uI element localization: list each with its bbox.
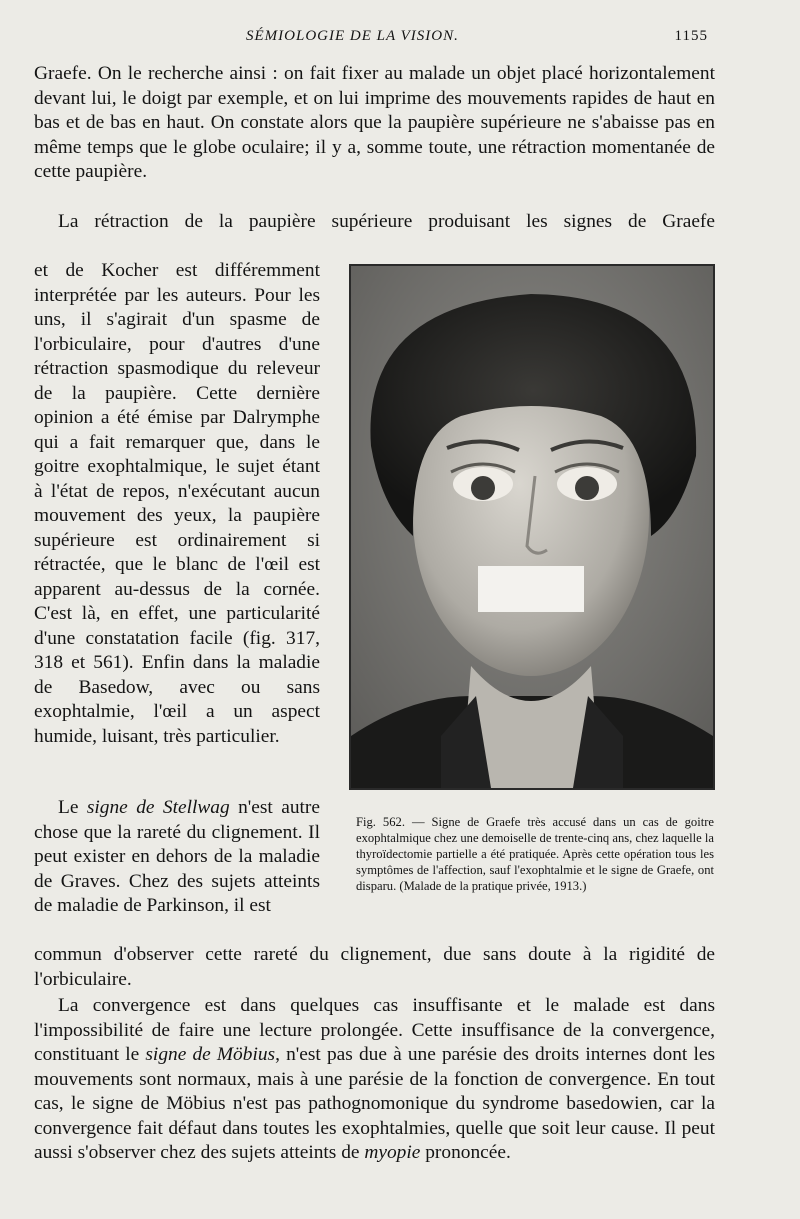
paragraph-mobius [34, 994, 715, 1166]
mobius-term: signe de Möbius [145, 1044, 276, 1065]
mobius-text-c: prononcée. [425, 1142, 511, 1163]
paragraph-stellwag [34, 796, 320, 919]
stellwag-lead: Le [58, 797, 79, 818]
mobius-text-b: , n'est pas due à une parésie des droits internes dont les mouvements sont normaux, mais à une parésie de la fonction de convergence. En tout cas, le signe de Möbius n'est pas pathognomonique du syndrome basedowien, car la convergence fait défaut dans toutes les exophtalmies, quelle que soit leur cause. Il peut aussi s'observer chez des sujets atteints de [34, 1044, 716, 1163]
stellwag-term: signe de Stellwag [86, 797, 230, 818]
paragraph-stellwag-continued: commun d'observer cette rareté du clignement, due sans doute à la rigidité de l'orbiculaire. [34, 944, 715, 990]
page-number: 1155 [674, 28, 708, 44]
figure-caption [356, 814, 714, 894]
patient-photograph [349, 264, 715, 790]
mobius-text-a: La convergence est dans quelques cas insuffisante et le malade est dans l'impossibilité de faire une lecture prolongée. Cette insuffisance de la convergence, constituant le [34, 995, 715, 1065]
paragraph-graefe-method: Graefe. On le recherche ainsi : on fait fixer au malade un objet placé horizontalement devant lui, le doigt par exemple, et on lui imprime des mouvements rapides de haut en bas et de bas en haut. On constate alors que la paupière supérieure ne s'abaisse pas en même temps que le globe oculaire; il y a, somme toute, une rétraction momentanée de cette paupière. [34, 63, 715, 182]
figure-caption-text: Fig. 562. — Signe de Graefe très accusé dans un cas de goitre exophtalmique chez une demoiselle de trente-cinq ans, chez laquelle la thyroïdectomie partielle a été pratiquée. Après cette opération tous les symptômes de l'affection, sauf l'exophtalmie et le signe de Graefe, ont disparu. (Malade de la pratique privée, 1913.) [356, 815, 714, 893]
stellwag-text: n'est autre chose que la rareté du clignement. Il peut exister en dehors de la maladie de Graves. Chez des sujets atteints de maladie de Parkinson, il est [34, 797, 320, 916]
page-header [0, 28, 800, 52]
paragraph-retraction-interpretation: et de Kocher est différemment interprétée par les auteurs. Pour les uns, il s'agirait d'un spasme de l'orbiculaire, pour d'autres d'une rétraction spasmodique du releveur de la paupière. Cette dernière opinion a été émise par Dalrymphe qui a fait remarquer que, dans le goitre exophtalmique, le sujet étant à l'état de repos, n'exécutant aucun mouvement des yeux, la paupière supérieure est ordinairement si rétractée, que le blanc de l'œil est apparent au-dessus de la cornée. C'est là, en effet, une particularité d'une constatation facile (fig. 317, 318 et 561). Enfin dans la maladie de Basedow, avec ou sans exophtalmie, l'œil a un aspect humide, luisant, très particulier. [34, 260, 320, 747]
running-title: SÉMIOLOGIE DE LA VISION. [246, 28, 459, 44]
portrait-image [351, 266, 713, 788]
myopie-term: myopie [364, 1142, 421, 1163]
paragraph-retraction-intro: La rétraction de la paupière supérieure produisant les signes de Graefe [58, 211, 715, 232]
